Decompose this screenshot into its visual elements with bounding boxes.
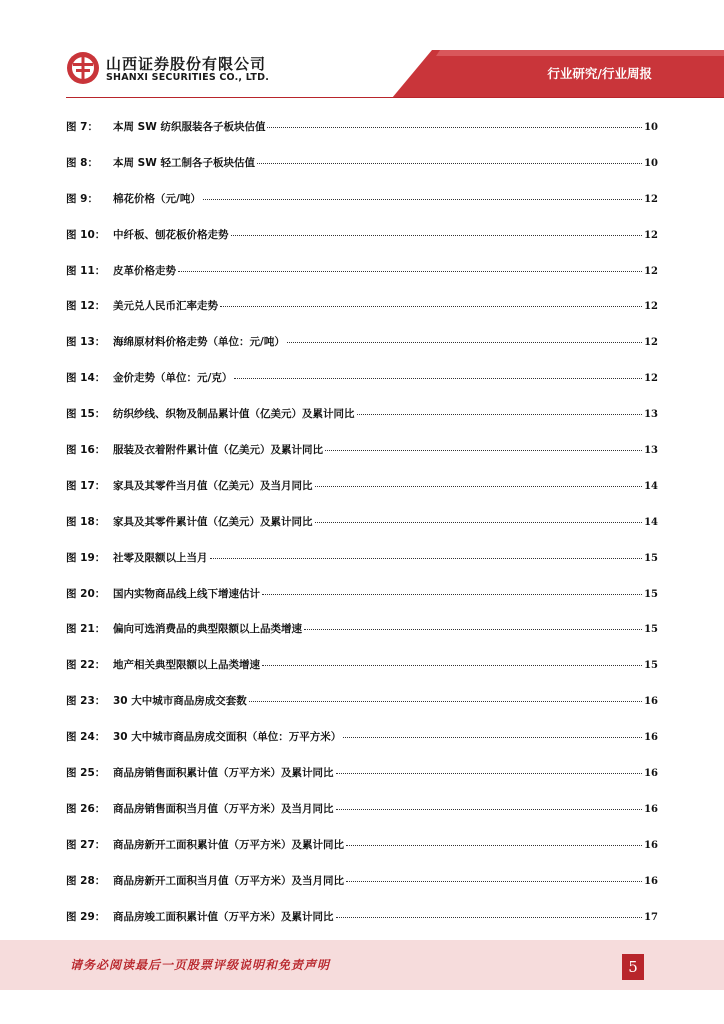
toc-page-number: 12 (644, 229, 658, 241)
toc-figure-title: 中纤板、刨花板价格走势 (113, 228, 229, 241)
toc-figure-number: 图 26： (66, 802, 106, 815)
toc-page-number: 12 (644, 337, 658, 349)
toc-figure-title: 社零及限额以上当月 (113, 551, 208, 564)
toc-figure-title: 地产相关典型限额以上品类增速 (113, 659, 260, 672)
toc-dot-leader (262, 665, 642, 666)
toc-figure-number: 图 21： (66, 623, 106, 636)
toc-entry[interactable] (66, 478, 658, 514)
toc-entry[interactable] (66, 586, 658, 622)
toc-dot-leader (357, 414, 643, 415)
toc-figure-title: 偏向可选消费品的典型限额以上品类增速 (113, 623, 302, 636)
toc-dot-leader (346, 881, 642, 882)
toc-dot-leader (257, 163, 642, 164)
toc-figure-title: 商品房新开工面积当月值（万平方米）及当月同比 (113, 874, 344, 887)
toc-page-number: 15 (644, 660, 658, 672)
toc-dot-leader (315, 486, 643, 487)
toc-figure-title: 金价走势（单位：元/克） (113, 372, 233, 385)
toc-entry[interactable] (66, 334, 658, 370)
toc-entry[interactable] (66, 119, 658, 155)
toc-figure-title: 国内实物商品线上线下增速估计 (113, 587, 260, 600)
toc-figure-number: 图 17： (66, 479, 106, 492)
toc-figure-title: 商品房销售面积当月值（万平方米）及当月同比 (113, 802, 334, 815)
toc-dot-leader (304, 629, 642, 630)
toc-figure-title: 海绵原材料价格走势（单位：元/吨） (113, 336, 285, 349)
toc-entry[interactable] (66, 406, 658, 442)
toc-figure-number: 图 14： (66, 372, 106, 385)
toc-dot-leader (178, 271, 642, 272)
toc-figure-title: 商品房新开工面积累计值（万平方米）及累计同比 (113, 838, 344, 851)
company-name-cn: 山西证券股份有限公司 (106, 55, 267, 73)
toc-entry[interactable] (66, 873, 658, 909)
toc-entry[interactable] (66, 442, 658, 478)
toc-entry[interactable] (66, 298, 658, 334)
toc-dot-leader (325, 450, 642, 451)
figure-index (66, 119, 658, 944)
toc-figure-number: 图 7： (66, 121, 98, 133)
toc-figure-number: 图 11： (66, 264, 106, 277)
toc-entry[interactable] (66, 837, 658, 873)
toc-entry[interactable] (66, 801, 658, 837)
toc-entry[interactable] (66, 155, 658, 191)
toc-entry[interactable] (66, 514, 658, 550)
toc-page-number: 16 (644, 839, 658, 851)
toc-figure-title: 美元兑人民币汇率走势 (113, 300, 218, 313)
toc-dot-leader (203, 199, 642, 200)
toc-dot-leader (346, 845, 642, 846)
toc-entry[interactable] (66, 693, 658, 729)
toc-dot-leader (267, 127, 642, 128)
toc-page-number: 17 (644, 911, 658, 923)
page-number: 5 (622, 954, 644, 980)
toc-entry[interactable] (66, 263, 658, 299)
toc-figure-title: 本周 SW 轻工制各子板块估值 (113, 156, 255, 169)
report-category: 行业研究/行业周报 (547, 66, 652, 81)
toc-page-number: 16 (644, 732, 658, 744)
toc-dot-leader (262, 594, 642, 595)
toc-dot-leader (234, 378, 642, 379)
toc-page-number: 15 (644, 624, 658, 636)
toc-figure-number: 图 20： (66, 587, 106, 600)
disclaimer-text: 请务必阅读最后一页股票评级说明和免责声明 (70, 958, 331, 972)
header-divider (66, 97, 724, 98)
toc-figure-number: 图 19： (66, 551, 106, 564)
toc-page-number: 16 (644, 696, 658, 708)
toc-page-number: 12 (644, 193, 658, 205)
toc-page-number: 15 (644, 588, 658, 600)
toc-entry[interactable] (66, 191, 658, 227)
toc-figure-title: 家具及其零件当月值（亿美元）及当月同比 (113, 479, 313, 492)
toc-dot-leader (210, 558, 643, 559)
toc-figure-number: 图 27： (66, 838, 106, 851)
toc-figure-number: 图 9： (66, 192, 98, 205)
toc-dot-leader (315, 522, 643, 523)
shanxi-securities-logo-icon (66, 51, 100, 85)
toc-page-number: 15 (644, 552, 658, 564)
toc-figure-number: 图 28： (66, 874, 106, 887)
toc-page-number: 14 (644, 516, 658, 528)
page-footer (0, 940, 724, 990)
toc-dot-leader (287, 342, 642, 343)
toc-figure-number: 图 13： (66, 336, 106, 349)
page-header (0, 0, 724, 100)
toc-figure-number: 图 25： (66, 767, 106, 780)
toc-dot-leader (343, 737, 642, 738)
toc-entry[interactable] (66, 550, 658, 586)
toc-dot-leader (220, 306, 642, 307)
toc-entry[interactable] (66, 765, 658, 801)
toc-figure-number: 图 23： (66, 695, 106, 708)
toc-figure-number: 图 12： (66, 300, 106, 313)
toc-figure-number: 图 10： (66, 228, 106, 241)
toc-figure-title: 30 大中城市商品房成交面积（单位：万平方米） (113, 731, 342, 744)
toc-page-number: 12 (644, 373, 658, 385)
toc-page-number: 12 (644, 265, 658, 277)
toc-entry[interactable] (66, 657, 658, 693)
toc-dot-leader (231, 235, 643, 236)
toc-page-number: 10 (644, 122, 658, 133)
toc-dot-leader (336, 773, 643, 774)
toc-page-number: 12 (644, 301, 658, 313)
toc-figure-number: 图 24： (66, 731, 106, 744)
toc-figure-number: 图 29： (66, 910, 106, 923)
toc-figure-title: 本周 SW 纺织服装各子板块估值 (113, 121, 266, 133)
toc-figure-title: 商品房销售面积累计值（万平方米）及累计同比 (113, 767, 334, 780)
toc-entry[interactable] (66, 729, 658, 765)
toc-page-number: 13 (644, 445, 658, 457)
toc-figure-title: 家具及其零件累计值（亿美元）及累计同比 (113, 515, 313, 528)
toc-entry[interactable] (66, 227, 658, 263)
toc-figure-number: 图 8： (66, 156, 98, 169)
toc-dot-leader (336, 917, 643, 918)
toc-page-number: 13 (644, 409, 658, 421)
toc-page-number: 16 (644, 875, 658, 887)
toc-figure-number: 图 15： (66, 408, 106, 421)
company-name-en: SHANXI SECURITIES CO., LTD. (106, 72, 270, 83)
toc-figure-title: 商品房竣工面积累计值（万平方米）及累计同比 (113, 910, 334, 923)
toc-figure-title: 棉花价格（元/吨） (113, 192, 201, 205)
toc-dot-leader (336, 809, 643, 810)
toc-figure-number: 图 16： (66, 444, 106, 457)
toc-entry[interactable] (66, 370, 658, 406)
toc-figure-title: 服装及衣着附件累计值（亿美元）及累计同比 (113, 444, 323, 457)
toc-entry[interactable] (66, 621, 658, 657)
toc-page-number: 16 (644, 768, 658, 780)
toc-figure-number: 图 22： (66, 659, 106, 672)
toc-figure-title: 30 大中城市商品房成交套数 (113, 695, 247, 708)
toc-page-number: 16 (644, 803, 658, 815)
toc-dot-leader (249, 701, 642, 702)
toc-page-number: 14 (644, 480, 658, 492)
toc-figure-title: 皮革价格走势 (113, 264, 176, 277)
toc-page-number: 10 (644, 157, 658, 169)
toc-figure-title: 纺织纱线、织物及制品累计值（亿美元）及累计同比 (113, 408, 355, 421)
toc-figure-number: 图 18： (66, 515, 106, 528)
